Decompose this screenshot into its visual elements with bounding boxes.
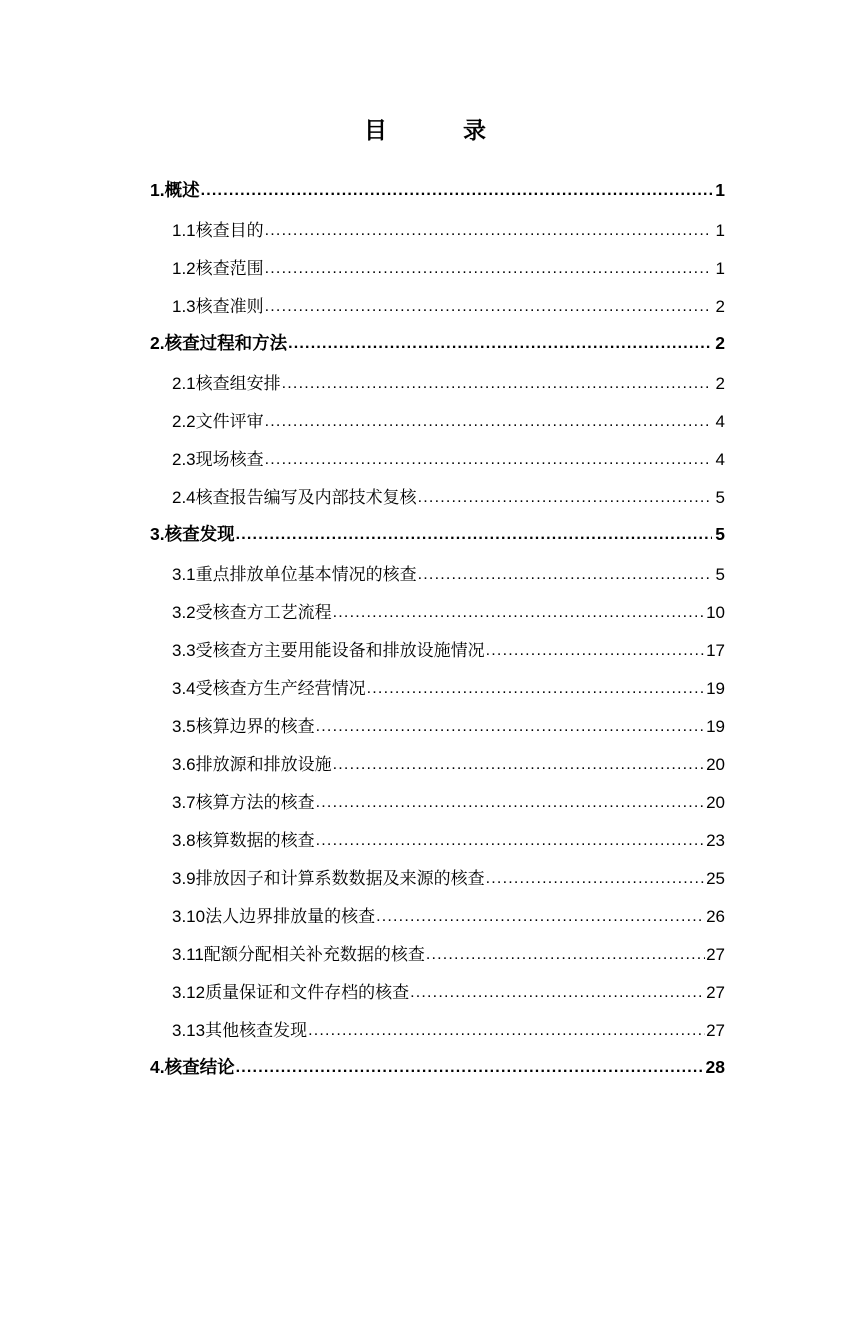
toc-entry-page: 1 [715,180,725,200]
leader-dots [308,1023,705,1039]
leader-dots [316,719,705,735]
toc-entry-page: 1 [715,221,725,240]
leader-dots [418,490,712,506]
leader-dots [486,643,705,659]
toc-entry-label: 3.5核算边界的核查 [172,717,315,736]
toc-entry-page: 23 [706,831,725,850]
toc-entry-label: 2.核查过程和方法 [150,333,288,353]
toc-entry-level2[interactable] [0,902,860,940]
toc-entry-level2[interactable] [0,216,860,254]
toc-entry-page: 10 [706,603,725,622]
toc-entry-label: 4.核查结论 [150,1057,235,1077]
toc-entry-page: 28 [705,1057,725,1077]
leader-dots [367,681,705,697]
toc-entry-level2[interactable] [0,788,860,826]
toc-entry-page: 27 [706,1021,725,1040]
toc-entry-label: 3.11配额分配相关补充数据的核查 [172,945,425,964]
leader-dots [236,1060,705,1076]
toc-entry-page: 2 [715,333,725,353]
toc-entry-label: 3.3受核查方主要用能设备和排放设施情况 [172,641,485,660]
toc-entry-label: 3.核查发现 [150,524,235,544]
toc-entry-page: 20 [706,755,725,774]
toc-entry-label: 3.2受核查方工艺流程 [172,603,332,622]
page-title: 目 录 [364,118,496,143]
toc-entry-label: 3.8核算数据的核查 [172,831,315,850]
toc-entry-page: 5 [715,565,725,584]
toc-entry-level1[interactable] [0,521,860,560]
leader-dots [486,871,705,887]
toc-entry-level2[interactable] [0,864,860,902]
toc-entry-level2[interactable] [0,940,860,978]
toc-entry-page: 17 [706,641,725,660]
toc-entry-label: 1.3核查准则 [172,297,264,316]
toc-entry-level2[interactable] [0,598,860,636]
toc-entry-page: 2 [715,297,725,316]
toc-entry-page: 26 [706,907,725,926]
toc-entry-page: 4 [715,412,725,431]
toc-entry-label: 1.概述 [150,180,200,200]
toc-entry-label: 2.3现场核查 [172,450,264,469]
toc-entry-level2[interactable] [0,483,860,521]
toc-entry-level2[interactable] [0,445,860,483]
toc-entry-label: 3.6排放源和排放设施 [172,755,332,774]
toc-entry-level2[interactable] [0,254,860,292]
toc-entry-page: 27 [706,945,725,964]
toc-entry-page: 20 [706,793,725,812]
toc-entry-level2[interactable] [0,407,860,445]
leader-dots [410,985,705,1001]
toc-entry-label: 2.4核查报告编写及内部技术复核 [172,488,417,507]
toc-entry-page: 27 [706,983,725,1002]
toc-entry-level1[interactable] [0,177,860,216]
toc-entry-page: 1 [715,259,725,278]
toc-entry-label: 3.1重点排放单位基本情况的核查 [172,565,417,584]
leader-dots [265,414,712,430]
toc-entry-page: 4 [715,450,725,469]
toc-entry-level2[interactable] [0,560,860,598]
toc-entry-level2[interactable] [0,750,860,788]
toc-entry-label: 1.2核查范围 [172,259,264,278]
toc-entry-label: 3.12质量保证和文件存档的核查 [172,983,410,1002]
toc-entry-level2[interactable] [0,826,860,864]
leader-dots [316,795,705,811]
toc-entry-level2[interactable] [0,1016,860,1054]
toc-entry-level2[interactable] [0,674,860,712]
toc-entry-level1[interactable] [0,1054,860,1093]
leader-dots [288,336,712,352]
document-page [0,112,860,1328]
leader-dots [376,909,705,925]
toc-entry-page: 19 [706,717,725,736]
toc-entry-label: 2.1核查组安排 [172,374,281,393]
table-of-contents [0,177,860,1093]
leader-dots [265,261,712,277]
toc-entry-level2[interactable] [0,369,860,407]
toc-entry-page: 5 [715,524,725,544]
leader-dots [265,299,712,315]
leader-dots [316,833,705,849]
toc-entry-page: 5 [715,488,725,507]
leader-dots [282,376,712,392]
leader-dots [265,452,712,468]
toc-entry-page: 19 [706,679,725,698]
leader-dots [333,757,705,773]
leader-dots [333,605,705,621]
leader-dots [418,567,712,583]
leader-dots [236,527,712,543]
toc-entry-label: 3.9排放因子和计算系数数据及来源的核查 [172,869,485,888]
leader-dots [265,223,712,239]
toc-entry-label: 3.10法人边界排放量的核查 [172,907,376,926]
toc-entry-level1[interactable] [0,330,860,369]
toc-entry-label: 3.4受核查方生产经营情况 [172,679,366,698]
toc-entry-label: 3.7核算方法的核查 [172,793,315,812]
toc-entry-level2[interactable] [0,292,860,330]
toc-entry-label: 1.1核查目的 [172,221,264,240]
toc-entry-label: 3.13其他核查发现 [172,1021,308,1040]
toc-entry-page: 25 [706,869,725,888]
toc-entry-label: 2.2文件评审 [172,412,264,431]
toc-entry-level2[interactable] [0,636,860,674]
leader-dots [426,947,705,963]
toc-entry-level2[interactable] [0,712,860,750]
toc-entry-page: 2 [715,374,725,393]
leader-dots [201,183,712,199]
toc-entry-level2[interactable] [0,978,860,1016]
